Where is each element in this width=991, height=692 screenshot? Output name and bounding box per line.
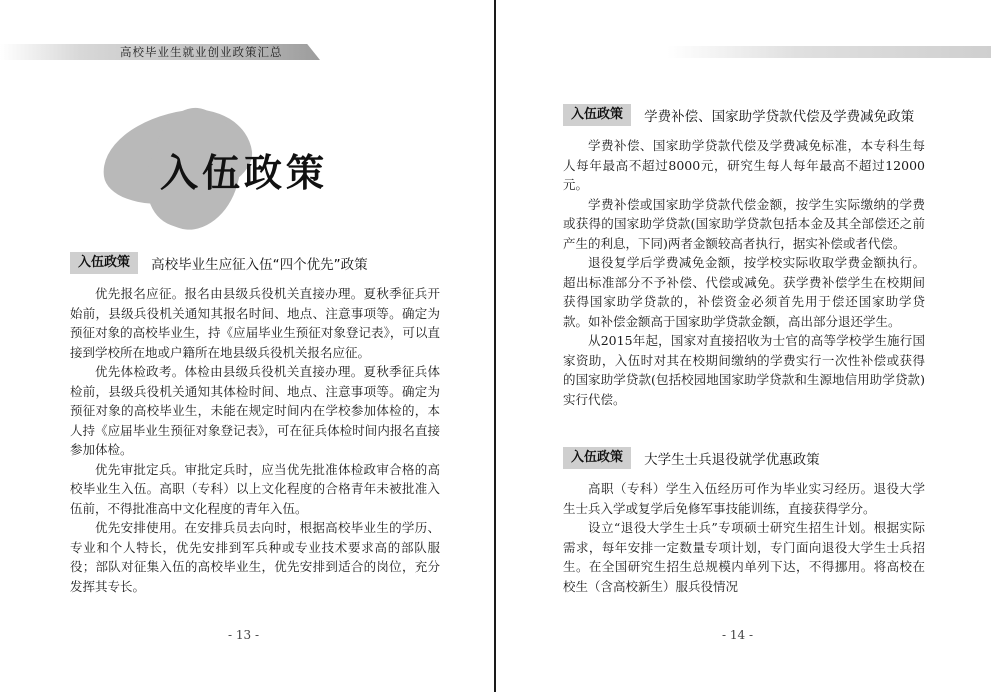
- section-tag: 入伍政策: [563, 447, 631, 469]
- paragraph: 设立“退役大学生士兵”专项硕士研究生招生计划。根据实际需求，每年安排一定数量专项计划，专门面向退役大学生士兵招生。在全国研究生招生总规模内单列下达，不得挪用。将高校在校生（含高校新生）服兵役情况: [563, 520, 925, 594]
- paragraph: 高职（专科）学生入伍经历可作为毕业实习经历。退役大学生士兵入学或复学后免修军事技能训练，直接获得学分。: [563, 481, 925, 516]
- section-heading: [563, 447, 820, 469]
- section-body: [563, 136, 925, 409]
- section-title: 学费补偿、国家助学贷款代偿及学费减免政策: [644, 109, 915, 125]
- paragraph: 优先体检政考。体检由县级兵役机关直接办理。夏秋季征兵体检前，县级兵役机关通知其体检时间、地点、注意事项等。确定为预征对象的高校毕业生，未能在规定时间内在学校参加体检的，本人持《应届毕业生预征对象登记表》，可在征兵体检时间内报名直接参加体检。: [70, 364, 440, 457]
- header-band: [667, 46, 991, 58]
- section-body: [563, 479, 925, 596]
- paragraph: 学费补偿、国家助学贷款代偿及学费减免标准，本专科生每人每年最高不超过8000元，研究生每人每年最高不超过12000元。: [563, 138, 925, 192]
- running-header-title: 高校毕业生就业创业政策汇总: [120, 45, 283, 59]
- section-tag: 入伍政策: [563, 104, 631, 126]
- section-title: 高校毕业生应征入伍“四个优先”政策: [151, 257, 368, 273]
- left-page: [0, 0, 494, 692]
- chapter-title: 入伍政策: [160, 151, 329, 195]
- right-page: [497, 0, 991, 692]
- paragraph: 优先安排使用。在安排兵员去向时，根据高校毕业生的学历、专业和个人特长，优先安排到军兵种或专业技术要求高的部队服役；部队对征集入伍的高校毕业生，优先安排到适合的岗位，充分发挥其专长。: [70, 520, 440, 594]
- paragraph: 从2015年起，国家对直接招收为士官的高等学校学生施行国家资助，入伍时对其在校期间缴纳的学费实行一次性补偿或获得的国家助学贷款(包括校园地国家助学贷款和生源地信用助学贷款)实行代偿。: [563, 333, 925, 407]
- paragraph: 学费补偿或国家助学贷款代偿金额，按学生实际缴纳的学费或获得的国家助学贷款(国家助学贷款包括本金及其全部偿还之前产生的利息，下同)两者金额较高者执行，据实补偿或者代偿。: [563, 196, 925, 251]
- page-number: - 13 -: [228, 628, 260, 642]
- paragraph: 优先报名应征。报名由县级兵役机关直接办理。夏秋季征兵开始前，县级兵役机关通知其报名时间、地点、注意事项等。确定为预征对象的高校毕业生，持《应届毕业生预征对象登记表》，可以直接到学校所在地或户籍所在地县级兵役机关报名应征。: [70, 286, 440, 360]
- page-gutter: [494, 0, 496, 692]
- section-heading: [563, 104, 914, 126]
- paragraph: 退役复学后学费减免金额，按学校实际收取学费金额执行。超出标准部分不予补偿、代偿或减免。获学费补偿学生在校期间获得国家助学贷款的，补偿资金必须首先用于偿还国家助学贷款。如补偿金额高于国家助学贷款金额，高出部分退还学生。: [563, 255, 925, 329]
- section-body: [70, 284, 440, 596]
- paragraph: 优先审批定兵。审批定兵时，应当优先批准体检政审合格的高校毕业生入伍。高职（专科）以上文化程度的合格青年未被批准入伍前，不得批准高中文化程度的青年入伍。: [70, 461, 440, 516]
- section-heading: [70, 252, 368, 274]
- section-tag: 入伍政策: [70, 252, 138, 274]
- page-number: - 14 -: [722, 628, 754, 642]
- section-title: 大学生士兵退役就学优惠政策: [644, 452, 820, 468]
